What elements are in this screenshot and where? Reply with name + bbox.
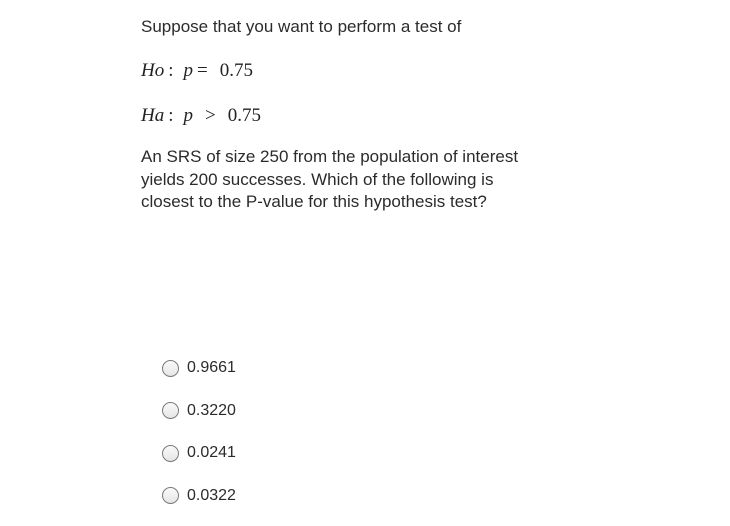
answer-option-label: 0.0322: [187, 486, 236, 504]
alternative-hypothesis-value: 0.75: [227, 105, 261, 126]
alternative-hypothesis-colon: :: [168, 105, 174, 126]
question-text: An SRS of size 250 from the population of interest yields 200 successes. Which of the following is closest to the P-value for this hypothesis test?: [141, 147, 519, 211]
answer-options: [162, 356, 236, 526]
answer-option[interactable]: [162, 356, 236, 380]
alternative-hypothesis: [141, 104, 261, 128]
null-hypothesis-value: 0.75: [219, 60, 253, 81]
alternative-hypothesis-operator: >: [205, 105, 216, 126]
alternative-hypothesis-label: Ha: [141, 105, 165, 126]
answer-option-label: 0.3220: [187, 401, 236, 419]
answer-option[interactable]: [162, 484, 236, 508]
radio-button[interactable]: [162, 487, 179, 504]
radio-button[interactable]: [162, 360, 179, 377]
null-hypothesis: [141, 59, 253, 83]
alternative-hypothesis-variable: p: [183, 105, 194, 126]
answer-option-label: 0.9661: [187, 359, 236, 376]
null-hypothesis-operator: =: [197, 60, 208, 81]
answer-option[interactable]: [162, 399, 236, 423]
answer-option[interactable]: [162, 441, 236, 465]
answer-option-label: 0.0241: [187, 444, 236, 461]
null-hypothesis-variable: p: [183, 60, 194, 81]
radio-button[interactable]: [162, 402, 179, 419]
question-intro: Suppose that you want to perform a test of: [141, 17, 462, 36]
radio-button[interactable]: [162, 445, 179, 462]
null-hypothesis-colon: :: [168, 60, 174, 81]
null-hypothesis-label: Ho: [141, 60, 165, 81]
